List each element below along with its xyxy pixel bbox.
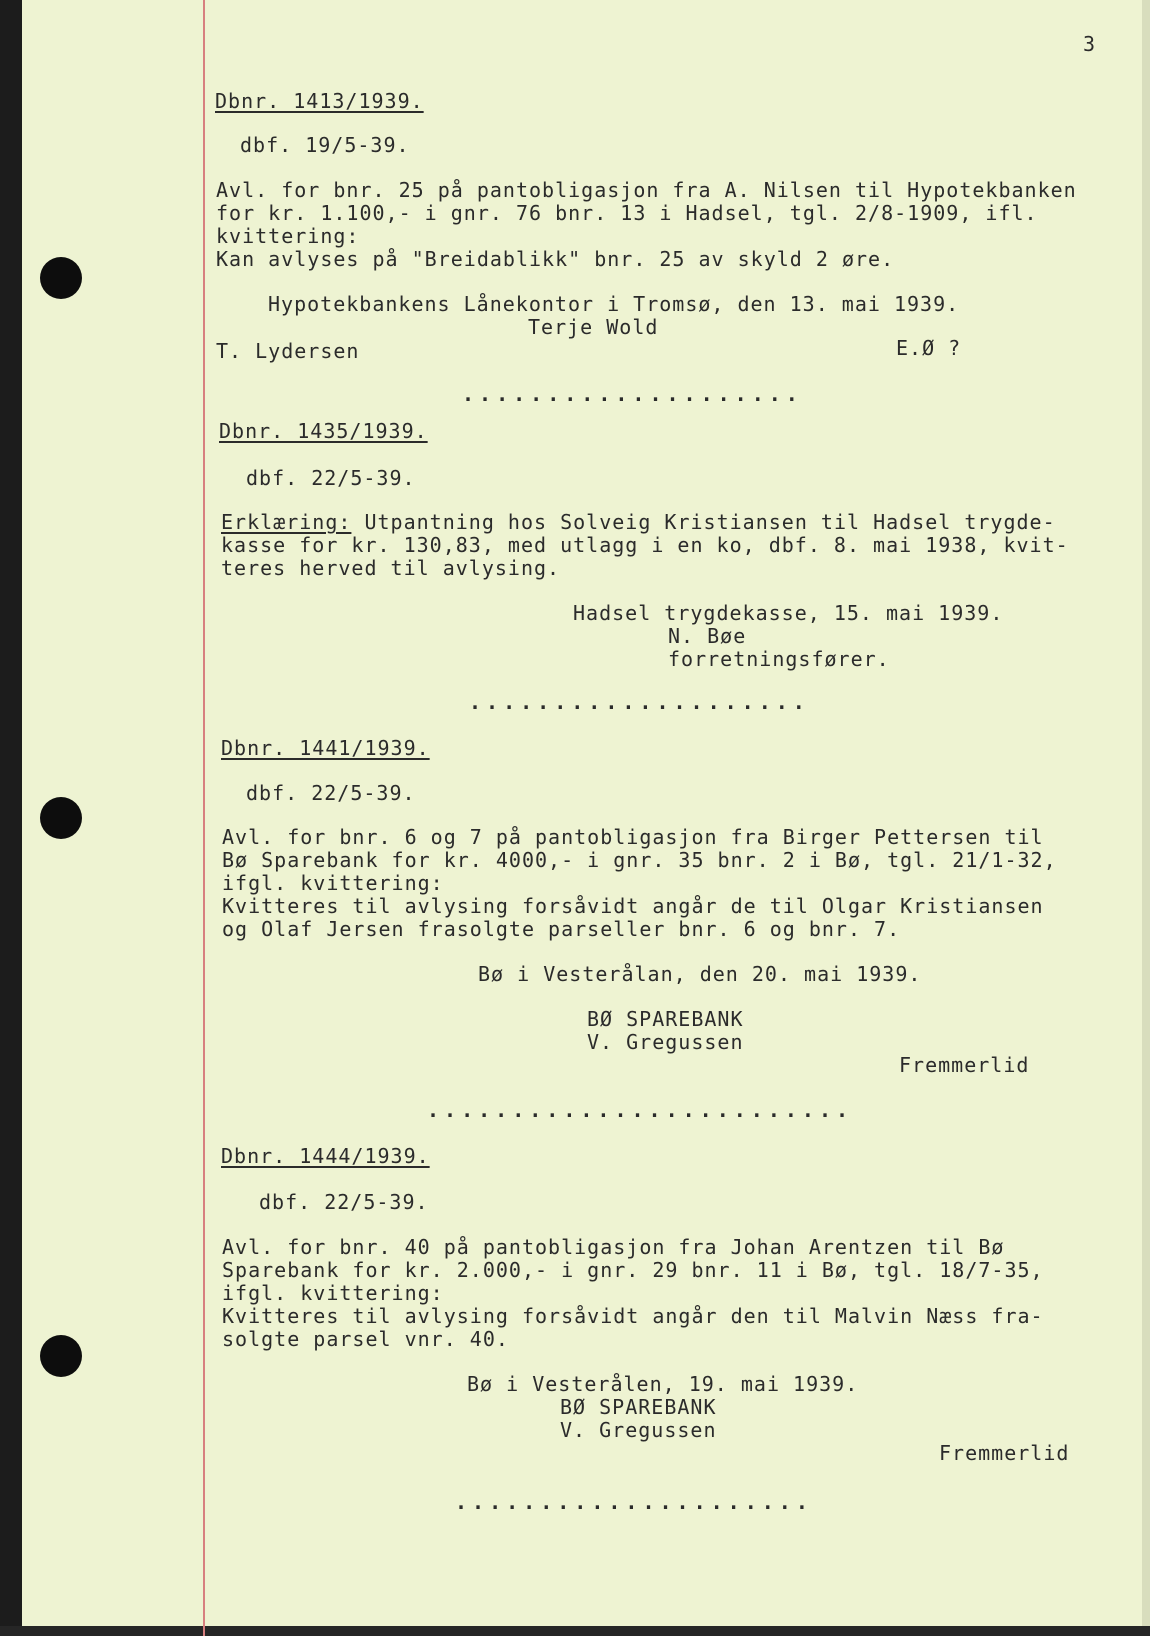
entry-heading: Dbnr. 1444/1939. bbox=[221, 1144, 430, 1168]
entry-body-line: ifgl. kvittering: bbox=[222, 1281, 444, 1305]
entry-signer: Terje Wold bbox=[528, 315, 659, 339]
entry-left-initials: T. Lydersen bbox=[216, 339, 360, 363]
entry-body-line: Avl. for bnr. 40 på pantobligasjon fra Johan Arentzen til Bø bbox=[222, 1235, 1005, 1259]
entry-body-text: Utpantning hos Solveig Kristiansen til Hadsel trygde- bbox=[351, 510, 1056, 534]
entry-dbf: dbf. 22/5-39. bbox=[246, 466, 416, 490]
entry-body-line: Avl. for bnr. 25 på pantobligasjon fra A. Nilsen til Hypotekbanken bbox=[216, 178, 1077, 202]
entry-bank: BØ SPAREBANK bbox=[560, 1395, 717, 1419]
entry-place-date: Hypotekbankens Lånekontor i Tromsø, den 13. mai 1939. bbox=[268, 292, 960, 316]
entry-separator: ......................... bbox=[427, 1098, 854, 1122]
punch-hole bbox=[40, 257, 82, 299]
entry-signer: V. Gregussen bbox=[587, 1030, 744, 1054]
scan-right-edge bbox=[1142, 0, 1150, 1636]
entry-bank: BØ SPAREBANK bbox=[587, 1007, 744, 1031]
entry-right-initials: Fremmerlid bbox=[899, 1053, 1030, 1077]
entry-dbf: dbf. 22/5-39. bbox=[246, 781, 416, 805]
entry-body-line: Kvitteres til avlysing forsåvidt angår den til Malvin Næss fra- bbox=[222, 1304, 1044, 1328]
entry-body-line: for kr. 1.100,- i gnr. 76 bnr. 13 i Hadsel, tgl. 2/8-1909, ifl. bbox=[216, 201, 1038, 225]
entry-signer: V. Gregussen bbox=[560, 1418, 717, 1442]
margin-rule bbox=[203, 0, 205, 1636]
page-number: 3 bbox=[1083, 32, 1097, 56]
scan-left-edge bbox=[0, 0, 22, 1636]
entry-body-line: Avl. for bnr. 6 og 7 på pantobligasjon fra Birger Pettersen til bbox=[222, 825, 1044, 849]
entry-body-line: Sparebank for kr. 2.000,- i gnr. 29 bnr. 11 i Bø, tgl. 18/7-35, bbox=[222, 1258, 1044, 1282]
entry-right-initials: E.Ø ? bbox=[896, 336, 962, 360]
entry-separator: ..................... bbox=[455, 1490, 813, 1514]
entry-body-line: kvittering: bbox=[216, 224, 360, 248]
entry-place-date: Hadsel trygdekasse, 15. mai 1939. bbox=[573, 601, 1004, 625]
entry-body-line: Kvitteres til avlysing forsåvidt angår de til Olgar Kristiansen bbox=[222, 894, 1044, 918]
entry-separator: .................... bbox=[462, 382, 803, 406]
punch-hole bbox=[40, 797, 82, 839]
entry-heading: Dbnr. 1413/1939. bbox=[215, 89, 424, 113]
entry-body-line: solgte parsel vnr. 40. bbox=[222, 1327, 509, 1351]
entry-body-line: teres herved til avlysing. bbox=[221, 556, 561, 580]
entry-body-line bbox=[221, 510, 1056, 534]
entry-heading: Dbnr. 1435/1939. bbox=[219, 419, 428, 443]
entry-body-line: ifgl. kvittering: bbox=[222, 871, 444, 895]
erklaering-label: Erklæring: bbox=[221, 510, 352, 534]
entry-heading: Dbnr. 1441/1939. bbox=[221, 736, 430, 760]
punch-hole bbox=[40, 1335, 82, 1377]
entry-body-line: kasse for kr. 130,83, med utlagg i en ko, dbf. 8. mai 1938, kvit- bbox=[221, 533, 1069, 557]
entry-body-line: Kan avlyses på "Breidablikk" bnr. 25 av skyld 2 øre. bbox=[216, 247, 895, 271]
entry-right-initials: Fremmerlid bbox=[939, 1441, 1070, 1465]
entry-dbf: dbf. 22/5-39. bbox=[259, 1190, 429, 1214]
entry-signer: N. Bøe bbox=[668, 624, 747, 648]
entry-separator: .................... bbox=[469, 690, 810, 714]
entry-signer-title: forretningsfører. bbox=[668, 647, 890, 671]
entry-dbf: dbf. 19/5-39. bbox=[240, 133, 410, 157]
entry-body-line: Bø Sparebank for kr. 4000,- i gnr. 35 bnr. 2 i Bø, tgl. 21/1-32, bbox=[222, 848, 1057, 872]
entry-place-date: Bø i Vesterålen, 19. mai 1939. bbox=[467, 1372, 859, 1396]
entry-place-date: Bø i Vesterålan, den 20. mai 1939. bbox=[478, 962, 922, 986]
scan-bottom-edge bbox=[0, 1626, 1150, 1636]
entry-body-line: og Olaf Jersen frasolgte parseller bnr. 6 og bnr. 7. bbox=[222, 917, 901, 941]
